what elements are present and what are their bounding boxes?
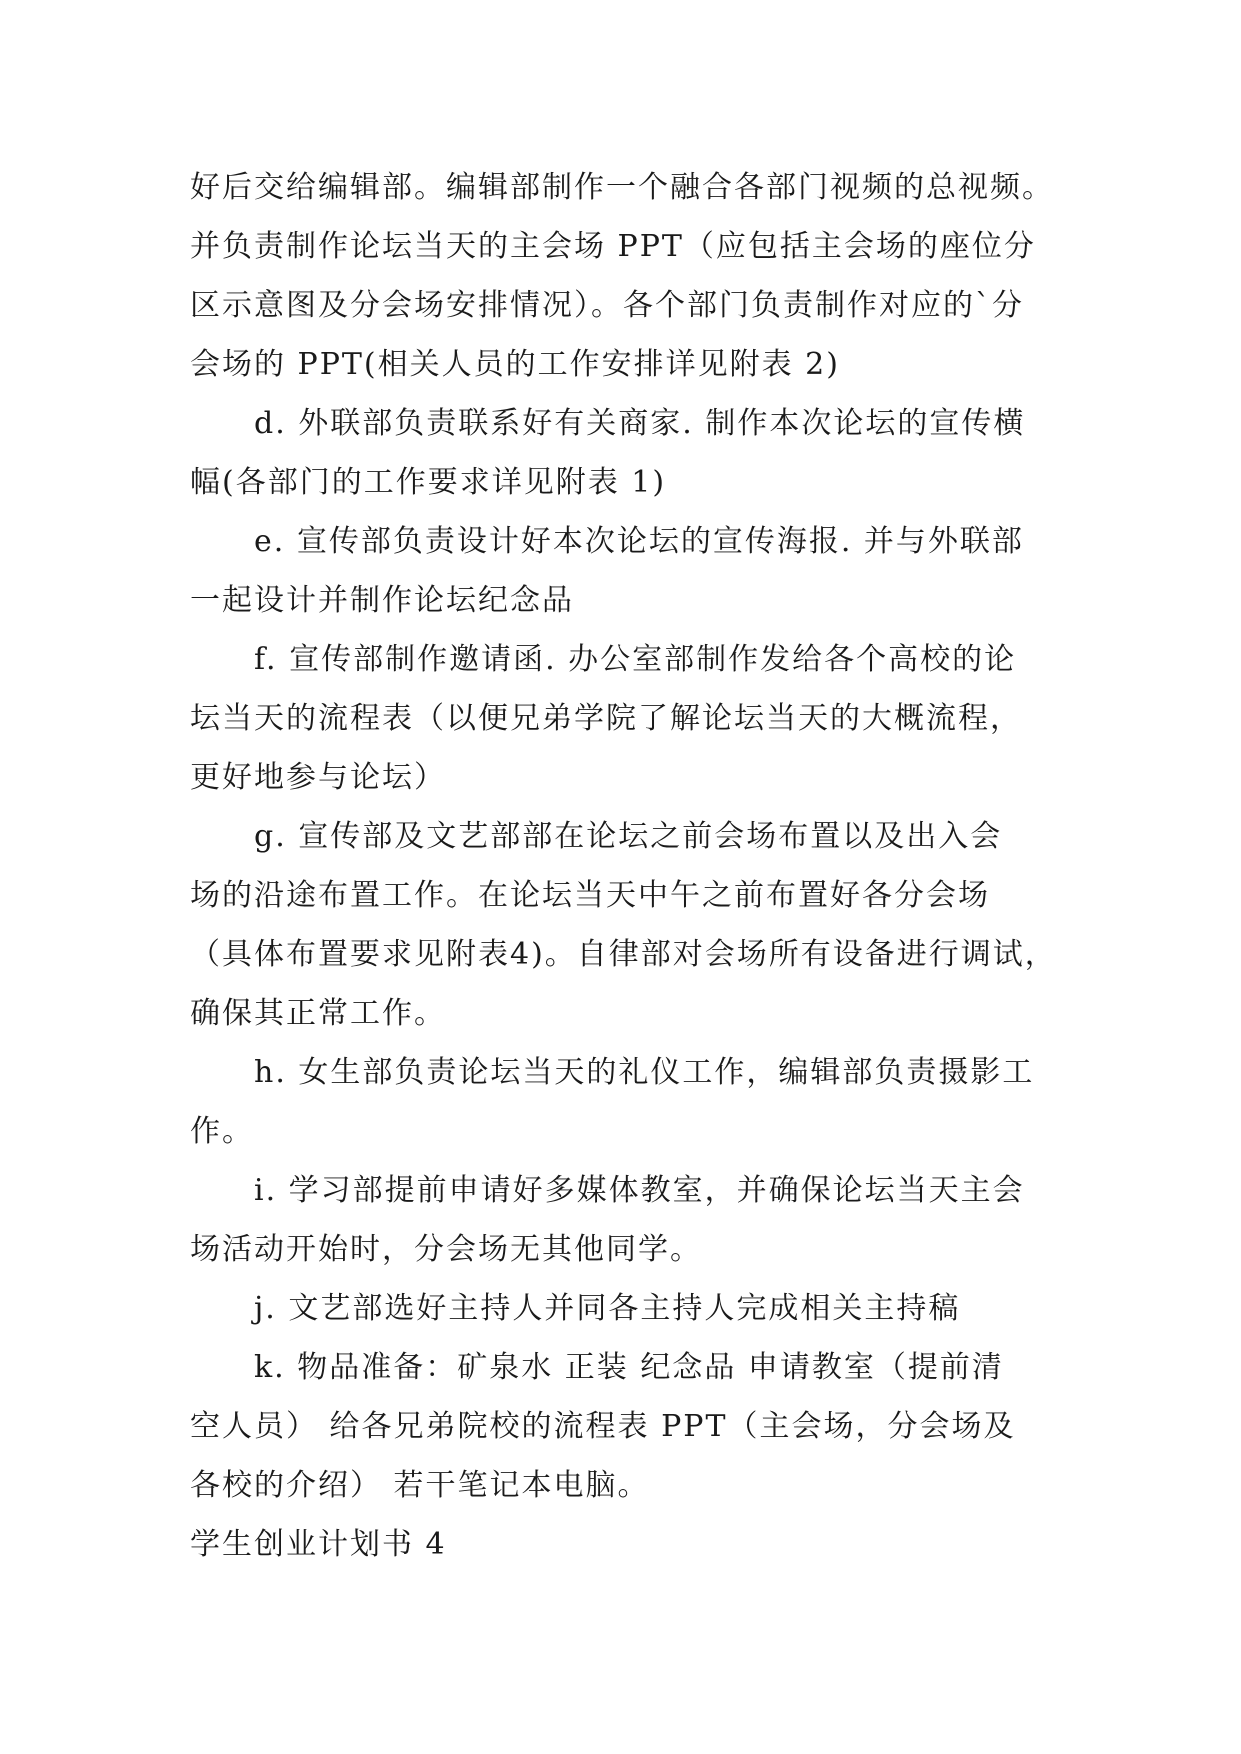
list-item-g: g. 宣传部及文艺部部在论坛之前会场布置以及出入会 bbox=[254, 819, 1003, 854]
text-line: 更好地参与论坛） bbox=[190, 760, 446, 795]
list-item-k: k. 物品准备：矿泉水 正装 纪念品 申请教室（提前清 bbox=[254, 1350, 1004, 1385]
text-line: 确保其正常工作。 bbox=[190, 996, 446, 1031]
text-line: 好后交给编辑部。编辑部制作一个融合各部门视频的总视频。 bbox=[190, 170, 1054, 205]
list-item-h: h. 女生部负责论坛当天的礼仪工作，编辑部负责摄影工 bbox=[254, 1055, 1035, 1090]
list-item-f: f. 宣传部制作邀请函. 办公室部制作发给各个高校的论 bbox=[254, 642, 1017, 677]
text-line: 一起设计并制作论坛纪念品 bbox=[190, 583, 574, 618]
text-line: 幅(各部门的工作要求详见附表 1) bbox=[190, 465, 667, 500]
text-line: 作。 bbox=[190, 1114, 254, 1149]
text-line: 坛当天的流程表（以便兄弟学院了解论坛当天的大概流程， bbox=[190, 701, 1022, 736]
text-line: 场的沿途布置工作。在论坛当天中午之前布置好各分会场 bbox=[190, 878, 990, 913]
text-line: （具体布置要求见附表4)。自律部对会场所有设备进行调试， bbox=[190, 937, 1057, 972]
text-line: 并负责制作论坛当天的主会场 PPT（应包括主会场的座位分 bbox=[190, 229, 1036, 264]
text-line: 各校的介绍） 若干笔记本电脑。 bbox=[190, 1468, 650, 1503]
list-item-d: d. 外联部负责联系好有关商家. 制作本次论坛的宣传横 bbox=[254, 406, 1026, 441]
document-body bbox=[190, 158, 1070, 1574]
text-line: 场活动开始时，分会场无其他同学。 bbox=[190, 1232, 702, 1267]
list-item-e: e. 宣传部负责设计好本次论坛的宣传海报. 并与外联部 bbox=[254, 524, 1024, 559]
text-line: 空人员） 给各兄弟院校的流程表 PPT（主会场，分会场及 bbox=[190, 1409, 1016, 1444]
section-heading: 学生创业计划书 4 bbox=[190, 1527, 447, 1562]
list-item-i: i. 学习部提前申请好多媒体教室，并确保论坛当天主会 bbox=[254, 1173, 1025, 1208]
text-line: 会场的 PPT(相关人员的工作安排详见附表 2) bbox=[190, 347, 840, 382]
list-item-j: j. 文艺部选好主持人并同各主持人完成相关主持稿 bbox=[254, 1291, 961, 1326]
text-line: 区示意图及分会场安排情况）。各个部门负责制作对应的`分 bbox=[190, 288, 1024, 323]
